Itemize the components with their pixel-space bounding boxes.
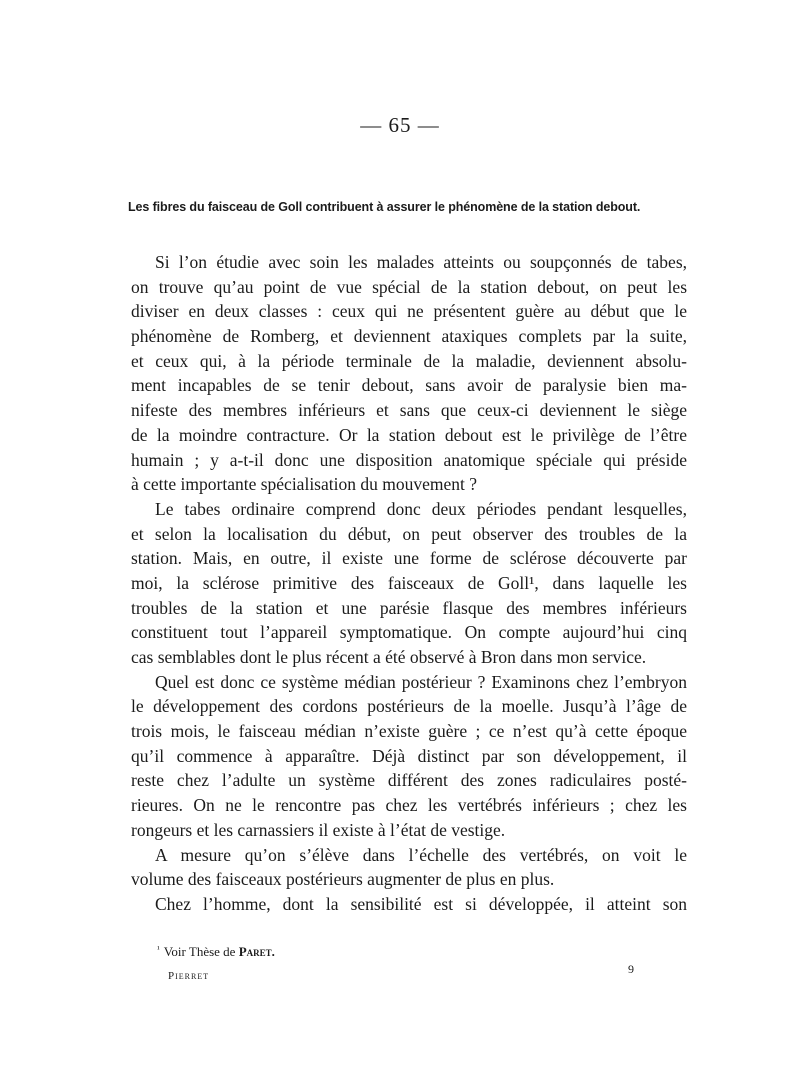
body-line: cas semblables dont le plus récent a été observé à Bron dans mon service. [131, 647, 647, 667]
body-line: diviser en deux classes : ceux qui ne présentent guère au début que le [131, 301, 687, 322]
page-number: — 65 — [360, 113, 440, 137]
signature-mark: 9 [628, 962, 634, 976]
body-line: et ceux qui, à la période terminale de la maladie, deviennent absolu- [131, 350, 687, 371]
body-line: A mesure qu’on s’élève dans l’échelle des vertébrés, on voit le [155, 844, 687, 865]
body-line: le développement des cordons postérieurs de la moelle. Jusqu’à l’âge de [131, 696, 687, 717]
body-text [131, 250, 687, 917]
body-line: constituent tout l’appareil symptomatique. On compte aujourd’hui cinq [131, 622, 687, 643]
section-heading: Les fibres du faisceau de Goll contribuent à assurer le phénomène de la station debout. [128, 200, 641, 214]
body-line: Le tabes ordinaire comprend donc deux périodes pendant lesquelles, [155, 498, 687, 519]
body-line: de la moindre contracture. Or la station debout est le privilège de l’être [131, 424, 687, 445]
body-line: troubles de la station et une parésie flasque des membres inférieurs [131, 597, 687, 618]
footnote-marker: ¹ [157, 944, 160, 954]
footnote-author: Paret. [238, 944, 275, 959]
body-line: humain ; y a-t-il donc une disposition anatomique spéciale qui préside [131, 449, 687, 470]
body-line: reste chez l’adulte un système différent des zones radiculaires posté- [131, 770, 687, 791]
body-line: rongeurs et les carnassiers il existe à l’état de vestige. [131, 819, 506, 840]
body-line: Quel est donc ce système médian postérieur ? Examinons chez l’embryon [155, 671, 687, 692]
body-line: phénomène de Romberg, et deviennent ataxiques complets par la suite, [131, 326, 687, 347]
footnote-text: Voir Thèse de [163, 944, 239, 959]
body-line: volume des faisceaux postérieurs augmenter de plus en plus. [131, 869, 555, 890]
body-line: ment incapables de se tenir debout, sans avoir de paralysie bien ma- [131, 375, 687, 396]
body-line: on trouve qu’au point de vue spécial de la station debout, on peut les [131, 276, 687, 297]
body-line: nifeste des membres inférieurs et sans que ceux-ci deviennent le siège [131, 400, 687, 421]
body-line: Si l’on étudie avec soin les malades atteints ou soupçonnés de tabes, [155, 252, 687, 272]
body-line: trois mois, le faisceau médian n’existe guère ; ce n’est qu’à cette époque [131, 721, 687, 742]
body-line: à cette importante spécialisation du mouvement ? [131, 474, 477, 495]
body-line: moi, la sclérose primitive des faisceaux de Goll¹, dans laquelle les [131, 572, 687, 593]
body-line: station. Mais, en outre, il existe une forme de sclérose découverte par [131, 548, 687, 569]
signature-name: Pierret [168, 970, 210, 982]
body-line: rieures. On ne le rencontre pas chez les vertébrés inférieurs ; chez les [131, 795, 687, 816]
body-line: qu’il commence à apparaître. Déjà distinct par son développement, il [131, 745, 687, 766]
footnote [157, 944, 275, 960]
body-line: et selon la localisation du début, on peut observer des troubles de la [131, 523, 687, 544]
body-line: Chez l’homme, dont la sensibilité est si développée, il atteint son [155, 893, 687, 914]
